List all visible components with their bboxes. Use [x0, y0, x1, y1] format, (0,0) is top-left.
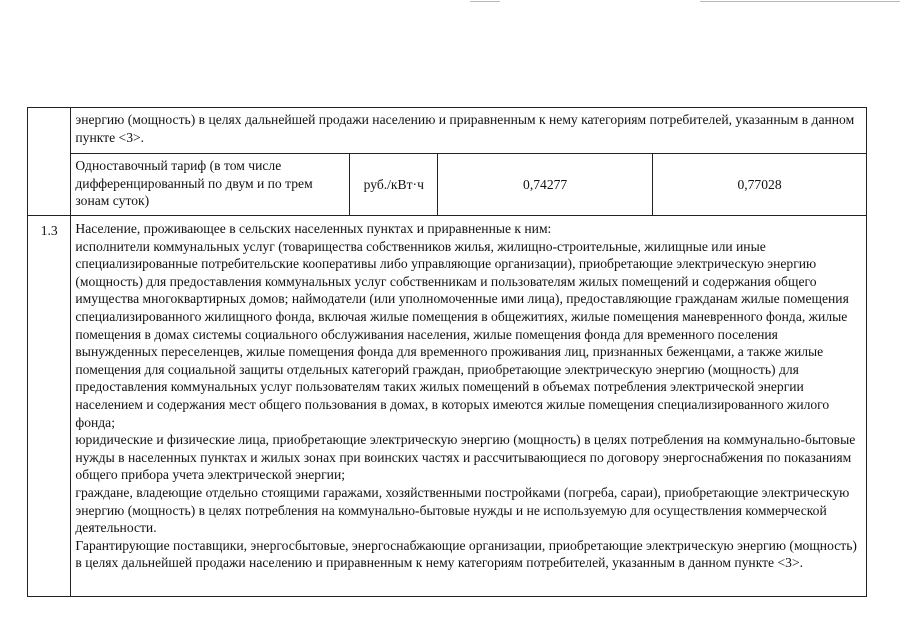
- scan-artifact-line: [700, 1, 900, 2]
- tariff-table: [27, 107, 867, 597]
- row-paragraph: юридические и физические лица, приобретающие электрическую энергию (мощность) в целях потребления на коммунально-бытовые нужды в населенных пунктах и жилых зонах при воинских частях и рассчитывающиеся по договору энергоснабжения по показаниям общего прибора учета электрической энергии;: [75, 432, 856, 483]
- row-number-cell: 1.3: [28, 216, 71, 597]
- row-number-cell: [28, 108, 71, 216]
- row-paragraph: исполнители коммунальных услуг (товарищества собственников жилья, жилищно-строительные, жилищные или иные специализированные потребительские кооперативы либо управляющие организации), приобретающие электрическую энергию (мощность) для предоставления коммунальных услуг собственникам и пользователям жилых помещений и содержания общего имущества многоквартирных домов; наймодатели (или уполномоченные ими лица), предоставляющие гражданам жилые помещения специализированного жилищного фонда, включая жилые помещения в общежитиях, жилые помещения маневренного фонда, жилые помещения в домах системы социального обслуживания населения, жилые помещения фонда для временного поселения вынужденных переселенцев, жилые помещения фонда для временного проживания лиц, признанных беженцами, а также жилые помещения для социальной защиты отдельных категорий граждан, приобретающие электрическую энергию (мощность) для предоставления коммунальных услуг пользователям таких жилых помещений в объемах потребления электрической энергии населением и содержания мест общего пользования в домах, в которых имеются жилые помещения специализированного жилого фонда;: [75, 238, 849, 430]
- tariff-label: Одноставочный тариф (в том числе дифференцированный по двум и по трем зонам суток): [71, 154, 350, 216]
- row-heading: Население, проживающее в сельских населенных пунктах и приравненные к ним:: [75, 221, 552, 236]
- row-paragraph: граждане, владеющие отдельно стоящими гаражами, хозяйственными постройками (погреба, сараи), приобретающие электрическую энергию (мощность) в целях потребления на коммунально-бытовые нужды и не используемую для осуществления коммерческой деятельности.: [75, 484, 850, 536]
- table-row: [28, 154, 867, 216]
- table-row: [28, 216, 867, 597]
- row-paragraph: Гарантирующие поставщики, энергосбытовые, энергоснабжающие организации, приобретающие электрическую энергию (мощность) в целях дальнейшей продажи населению и приравненным к нему категориям потребителей, указанным в данном пункте <3>.: [75, 537, 857, 571]
- scan-artifact-line: [470, 1, 500, 2]
- row-1-3-text: [71, 216, 867, 597]
- tariff-value-2: 0,77028: [653, 154, 867, 216]
- tariff-unit: руб./кВт·ч: [350, 154, 438, 216]
- row-continuation-text: энергию (мощность) в целях дальнейшей продажи населению и приравненным к нему категориям потребителей, указанным в данном пункте <3>.: [71, 108, 867, 154]
- tariff-value-1: 0,74277: [438, 154, 653, 216]
- table-row: [28, 108, 867, 154]
